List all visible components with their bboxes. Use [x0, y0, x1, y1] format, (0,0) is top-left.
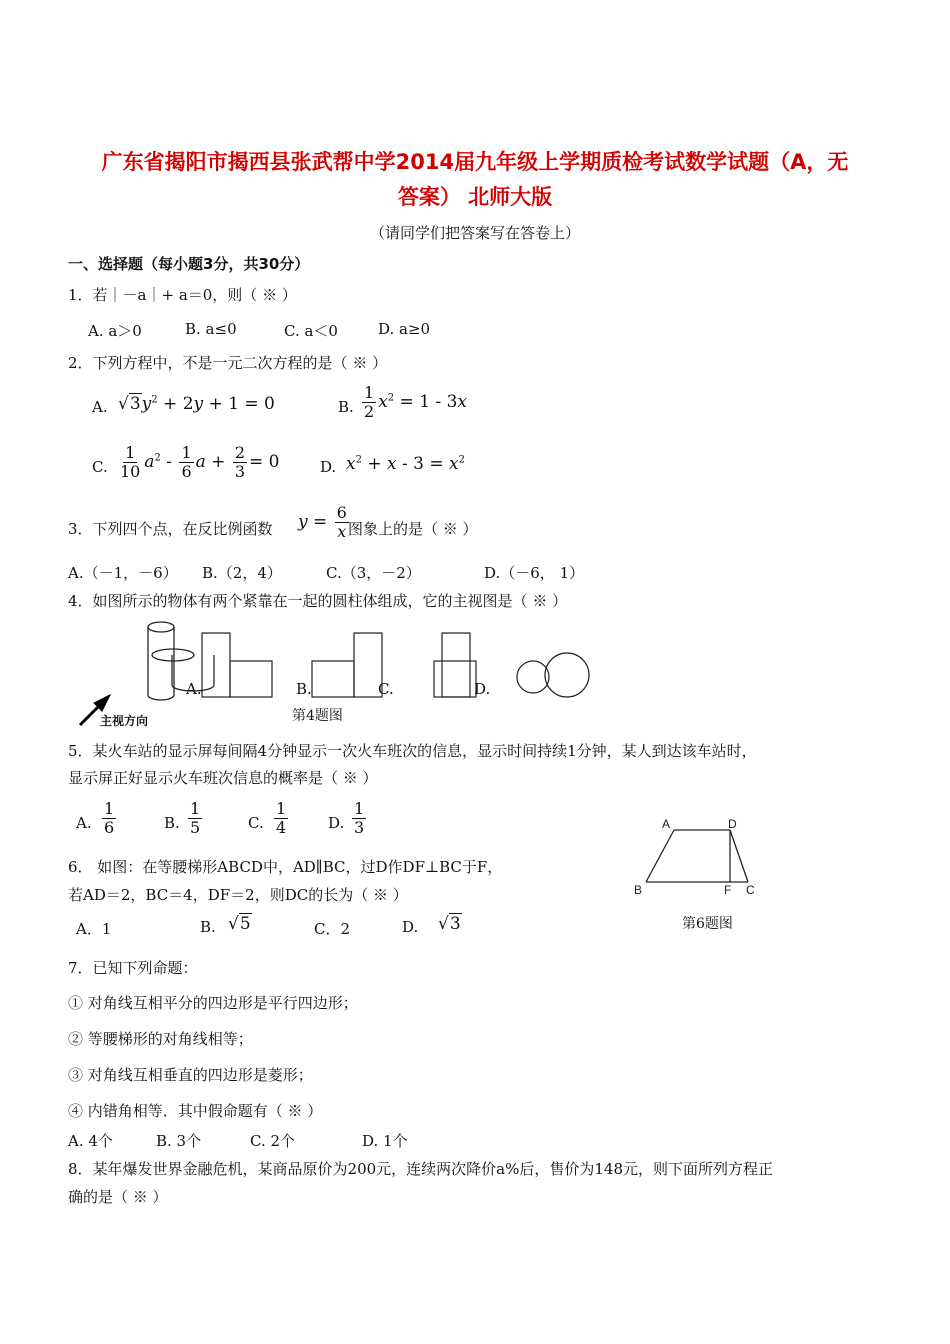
q6-label-d: D.	[402, 918, 419, 936]
q5-label-c: C.	[248, 814, 264, 832]
q7-item-4: ④ 内错角相等．其中假命题有（ ※ ）	[68, 1102, 323, 1120]
q3-stem-post: 图象上的是（ ※ ）	[348, 520, 478, 538]
q2-equation-d: $x^2 + x - 3 = x^2$	[346, 454, 466, 474]
cylinders-solid	[148, 622, 214, 700]
q1-stem: 1．若｜－a｜+ a＝0，则（ ※ ）	[68, 286, 297, 304]
q8-stem-line-2: 确的是（ ※ ）	[68, 1188, 168, 1206]
q4-caption: 第4题图	[292, 708, 343, 724]
q5-fraction-d: $\frac{1}{3}$	[354, 799, 365, 837]
q2-label-a: A.	[92, 398, 108, 416]
q1-option-b: B. a≤0	[185, 320, 237, 338]
q6-stem-line-1: 6． 如图：在等腰梯形ABCD中，AD∥BC，过D作DF⊥BC于F，	[68, 858, 503, 876]
q4-label-c: C.	[378, 680, 394, 698]
q6-trapezoid-figure	[626, 814, 766, 904]
point-b-label: B	[634, 883, 643, 897]
q5-label-b: B.	[164, 814, 180, 832]
q5-fraction-a: $\frac{1}{6}$	[104, 799, 115, 837]
q7-stem: 7．已知下列命题：	[68, 959, 198, 977]
option-c-shape	[434, 633, 476, 697]
q4-stem: 4．如图所示的物体有两个紧靠在一起的圆柱体组成，它的主视图是（ ※ ）	[68, 592, 568, 610]
q5-label-d: D.	[328, 814, 345, 832]
q2-equation-b: $\frac{1}{2}$ $x^2 = 1 - 3x$	[364, 383, 467, 421]
q4-label-b: B.	[296, 680, 312, 698]
q5-fraction-c: $\frac{1}{4}$	[276, 799, 287, 837]
q3-option-a: A.（－1，－6）	[68, 564, 178, 582]
option-d-shape	[517, 653, 589, 697]
point-f-label: F	[724, 883, 732, 897]
q1-option-d: D. a≥0	[378, 320, 431, 338]
q2-stem: 2．下列方程中，不是一元二次方程的是（ ※ ）	[68, 354, 388, 372]
q6-caption: 第6题图	[682, 916, 733, 932]
q6-option-c: C．2	[314, 920, 351, 938]
q3-option-d: D.（－6， 1）	[484, 564, 585, 582]
section-heading: 一、选择题（每小题3分，共30分）	[68, 255, 310, 273]
q5-label-a: A.	[76, 814, 92, 832]
q4-direction-label: 主视方向	[100, 714, 149, 728]
q3-option-c: C.（3，－2）	[326, 564, 421, 582]
title-line-1: 广东省揭阳市揭西县张武帮中学2014届九年级上学期质检考试数学试题（A，无	[101, 150, 849, 174]
q2-label-d: D.	[320, 458, 337, 476]
q7-item-1: ① 对角线互相平分的四边形是平行四边形；	[68, 994, 358, 1012]
q3-stem-pre: 3．下列四个点，在反比例函数	[68, 520, 273, 538]
q6-stem-line-2: 若AD＝2，BC＝4，DF＝2，则DC的长为（ ※ ）	[68, 886, 408, 904]
q6-option-b-value: √5	[228, 914, 251, 934]
title-line-2: 答案） 北师大版	[397, 185, 553, 209]
q2-label-c: C.	[92, 458, 108, 476]
q4-label-d: D.	[474, 680, 491, 698]
q5-fraction-b: $\frac{1}{5}$	[190, 799, 201, 837]
option-b-shape	[312, 633, 382, 697]
q5-stem-line-1: 5．某火车站的显示屏每间隔4分钟显示一次火车班次的信息，显示时间持续1分钟，某人到达该车站时，	[68, 742, 757, 760]
q1-option-c: C. a＜0	[284, 322, 338, 340]
q7-option-a: A. 4个	[68, 1132, 113, 1150]
q7-option-d: D. 1个	[362, 1132, 408, 1150]
point-a-label: A	[662, 817, 671, 831]
subtitle: （请同学们把答案写在答卷上）	[369, 224, 580, 242]
q1-option-a: A. a＞0	[88, 322, 142, 340]
q5-stem-line-2: 显示屏正好显示火车班次信息的概率是（ ※ ）	[68, 769, 378, 787]
q6-option-d-value: √3	[438, 914, 461, 934]
q4-label-a: A.	[186, 680, 202, 698]
q6-label-b: B.	[200, 918, 216, 936]
q2-equation-c: $\frac{1}{10}$ $a^2$ - $\frac{1}{6}$ a + $\frac{2}{3}$ = 0	[120, 443, 280, 481]
q3-option-b: B.（2，4）	[202, 564, 282, 582]
q8-stem-line-1: 8．某年爆发世界金融危机，某商品原价为200元，连续两次降价a%后，售价为148元，则下面所列方程正	[68, 1160, 774, 1178]
q2-equation-a: $√3y^2 + 2y + 1 = 0$	[118, 394, 275, 414]
q7-item-2: ② 等腰梯形的对角线相等；	[68, 1030, 253, 1048]
q7-option-b: B. 3个	[156, 1132, 202, 1150]
q3-function: y = $\frac{6}{x}$	[298, 503, 347, 541]
point-c-label: C	[746, 883, 755, 897]
q2-label-b: B.	[338, 398, 354, 416]
point-d-label: D	[728, 817, 737, 831]
q7-option-c: C. 2个	[250, 1132, 296, 1150]
q7-item-3: ③ 对角线互相垂直的四边形是菱形；	[68, 1066, 313, 1084]
q6-option-a: A．1	[76, 920, 112, 938]
